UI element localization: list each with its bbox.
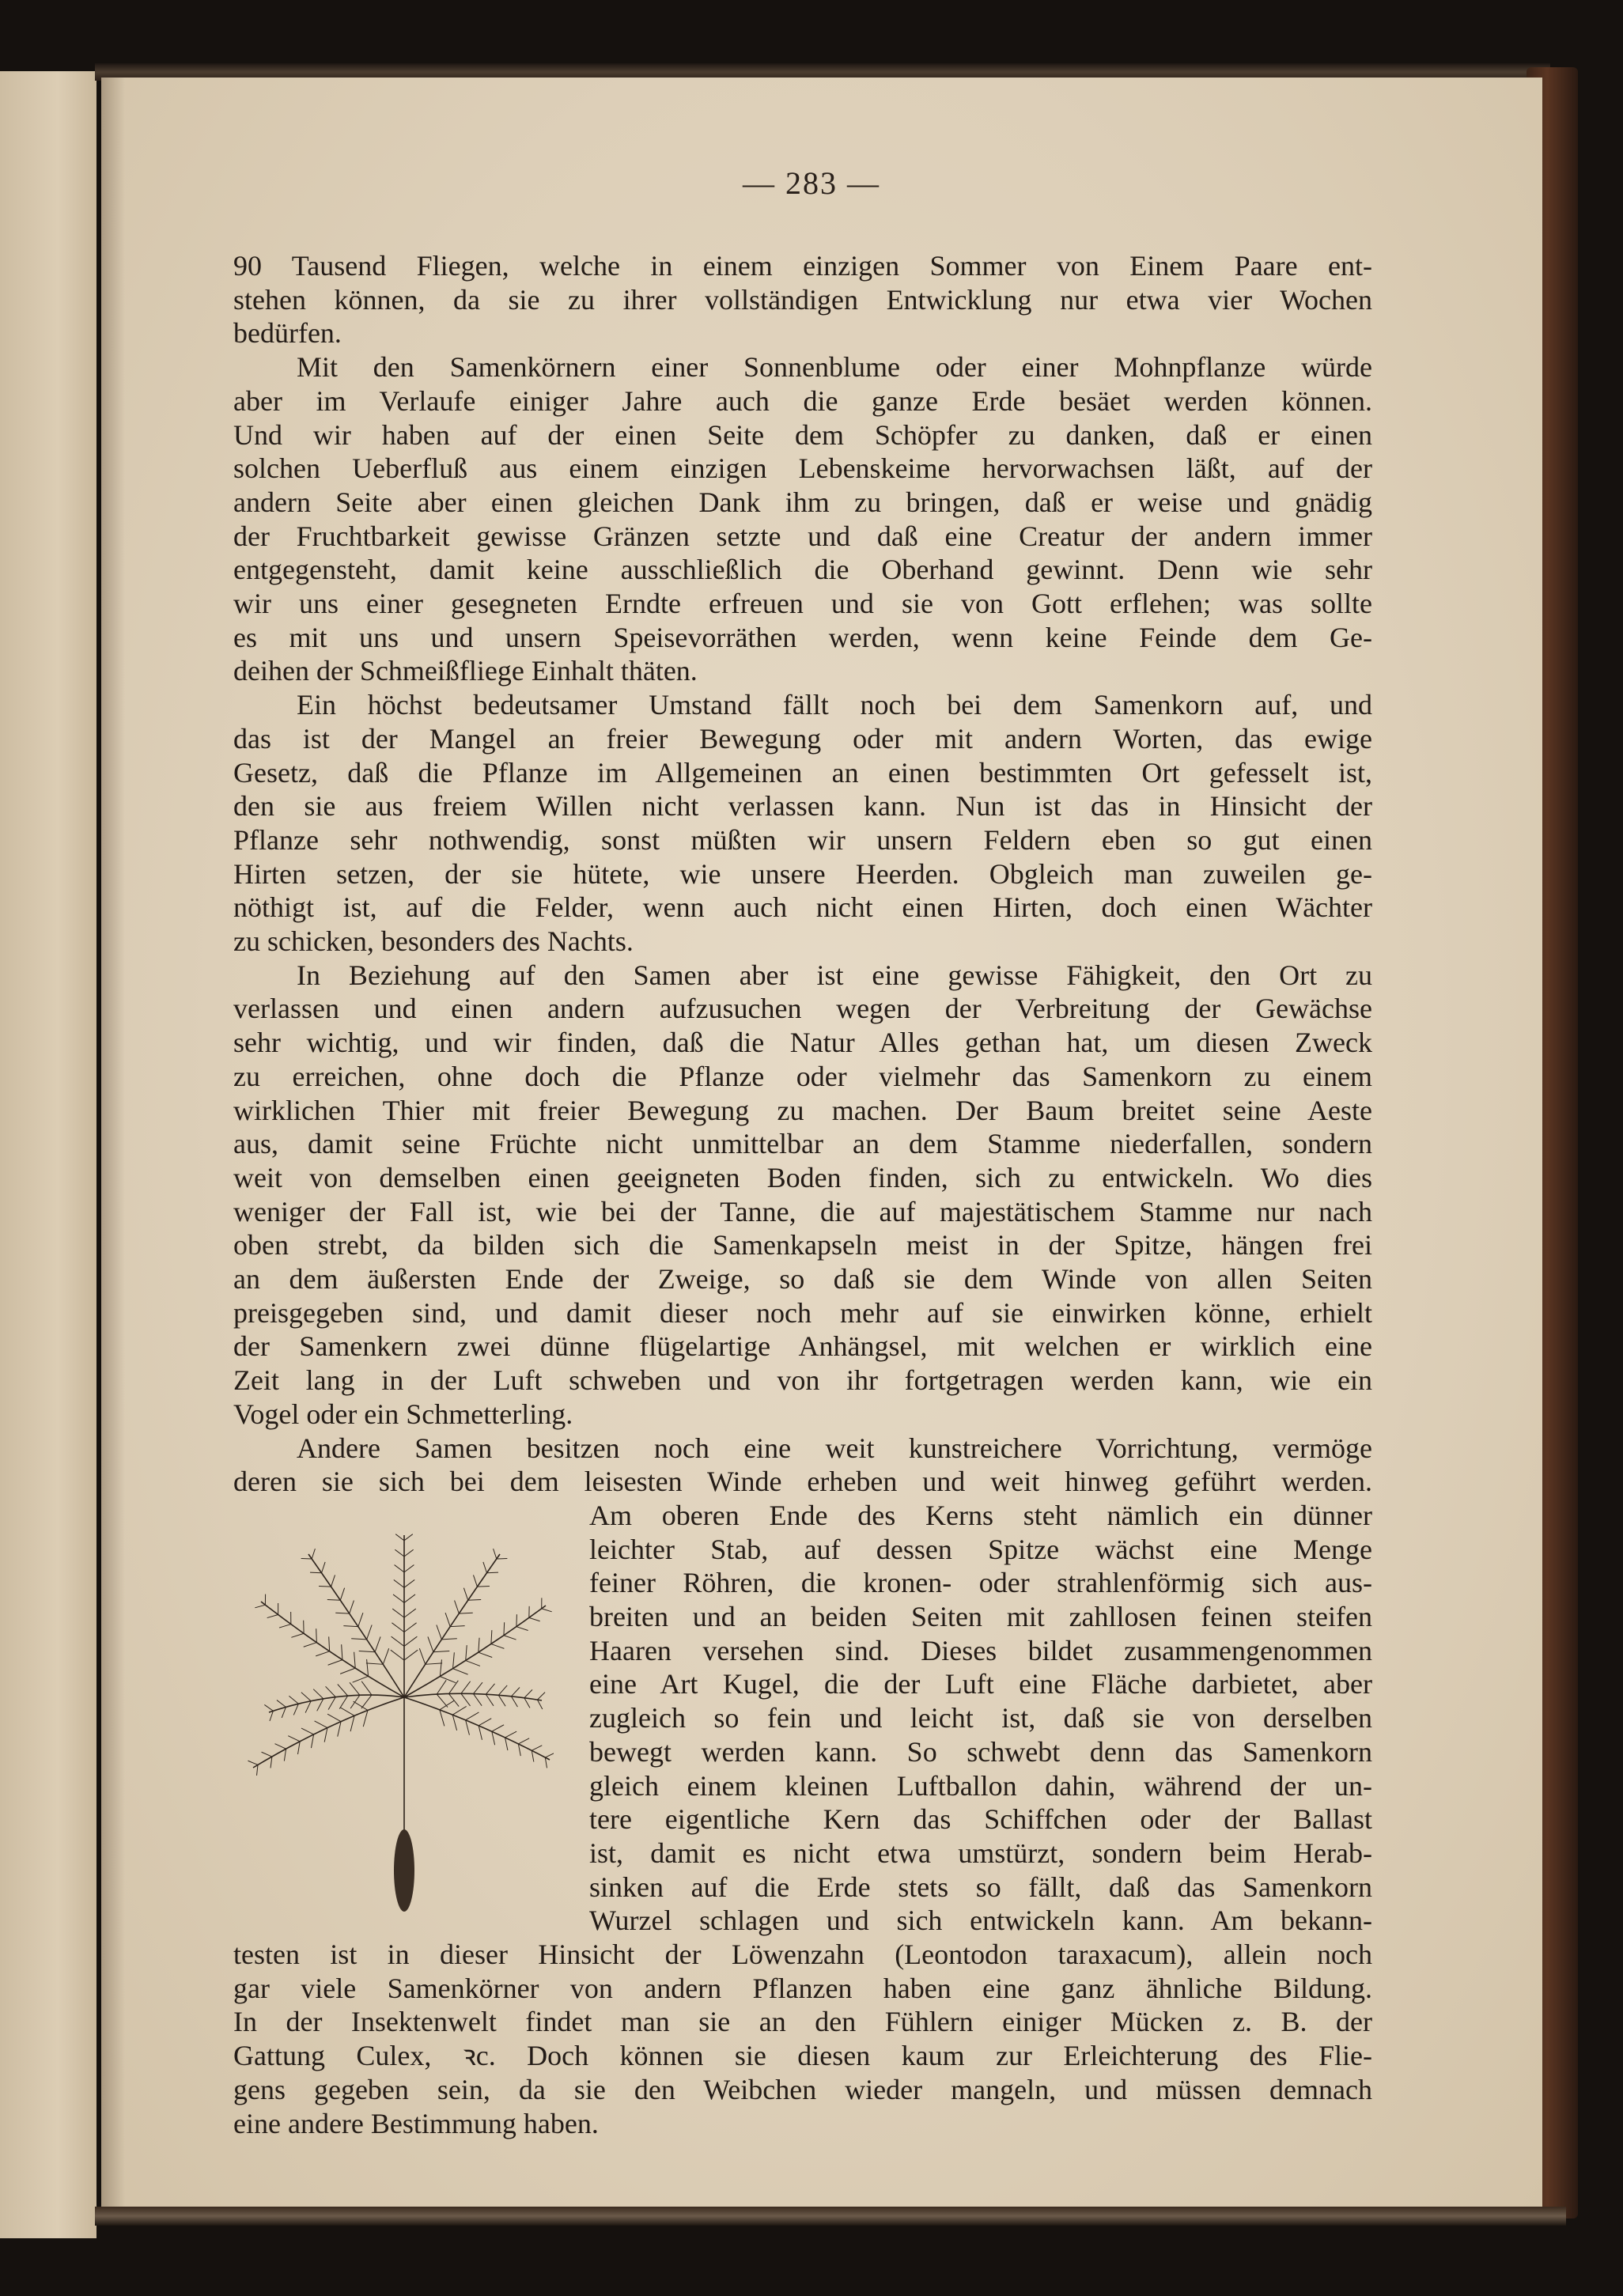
pappus-barb [339,1696,347,1708]
pappus-barb [293,1704,298,1715]
text-line: deihen der Schmeißfliege Einhalt thäten. [233,655,698,687]
pappus-barb [393,1594,404,1602]
text-line: tere eigentliche Kern das Schiffchen oder der Ballast [589,1803,1372,1836]
pappus-barb [363,1710,368,1727]
pappus-barb [329,1636,330,1651]
pappus-barb [505,1738,508,1750]
text-line: eine andere Bestimmung haben. [233,2107,599,2139]
pappus-barb [466,1645,467,1660]
pappus-barb [338,1685,348,1696]
pappus-barb [354,1652,356,1668]
pappus-ray [404,1697,550,1760]
text-line: der Fruchtbarkeit gewisse Gränzen setzte und daß eine Creatur der andern immer [233,520,1372,552]
text-line: den sie aus freiem Willen nicht verlassen kann. Nun ist das in Hinsicht der [233,790,1372,823]
pappus-barb [404,1579,414,1587]
pappus-barb [440,1700,454,1709]
pappus-barb [524,1698,530,1708]
pappus-barb [504,1636,516,1640]
pappus-ray [404,1693,542,1700]
pappus-barb [304,1643,317,1647]
pappus-barb [486,1684,494,1694]
pappus-barb [350,1695,360,1708]
pappus-barb [404,1623,417,1632]
pappus-barb [340,1588,344,1601]
pappus-barb [284,1749,286,1761]
pappus-barb [404,1549,414,1557]
pappus-ray [253,1697,404,1768]
pappus-barb [392,1636,404,1646]
text-line: Wurzel schlagen und sich entwickeln kann. Am bekann- [589,1905,1372,1937]
text-line: 90 Tausend Fliegen, welche in einem einzigen Sommer von Einem Paare ent- [233,250,1372,282]
pappus-barb [468,1600,481,1601]
pappus-barb [353,1676,369,1682]
pappus-barb [440,1677,456,1683]
pappus-barb [518,1738,529,1744]
pappus-barb [453,1669,468,1674]
pappus-barb [395,1549,404,1557]
pappus-barb [317,1699,323,1711]
pappus-barb [350,1601,354,1614]
pappus-barb [288,1736,300,1742]
pappus-barb [473,1682,482,1693]
pappus-barb [404,1650,418,1660]
pappus-barb [351,1639,366,1640]
pappus-barb [511,1687,520,1696]
text-line: zu schicken, besonders des Nachts. [233,925,634,957]
pappus-barb [327,1600,340,1601]
pappus-barb [537,1700,542,1709]
text-line: gens gegeben sein, da sie den Weibchen wieder mangeln, und müssen demnach [233,2073,1372,2105]
pappus-barb [441,1639,456,1640]
pappus-barb [492,1731,495,1745]
text-line: testen ist in dieser Hinsicht der Löwenzahn (Leontodon taraxacum), allein noch [233,1939,1372,1970]
pappus-barb [494,1549,497,1559]
pappus-barb [440,1710,445,1727]
pappus-barb [262,1752,272,1757]
pappus-barb [312,1549,315,1559]
page-bottom-edge [95,2207,1566,2226]
text-line: breiten und an beiden Seiten mit zahllosen feinen steifen [589,1601,1372,1632]
dandelion-seed-illustration [245,1530,554,1918]
pappus-barb [358,1613,363,1626]
pappus-barb [504,1622,505,1635]
text-line: deren sie sich bei dem leisesten Winde erheben und weit hinweg geführt werden. [233,1466,1372,1498]
pappus-barb [313,1689,323,1699]
text-line: Pflanze sehr nothwendig, sonst müßten wir unsern Feldern eben so gut einen [233,823,1372,856]
text-line: Vogel oder ein Schmetterling. [233,1398,573,1430]
pappus-barb [328,1697,335,1710]
pappus-barb [450,1626,464,1627]
pappus-barb [391,1650,404,1660]
pappus-barb [395,1534,404,1541]
page-gutter-shadow [101,78,125,2210]
text-line: bewegt werden kann. So schwebt denn das Samenkorn [589,1735,1372,1768]
pappus-barb [270,1757,272,1768]
pappus-barb [498,1695,505,1706]
pappus-barb [338,1722,341,1737]
text-line: leichter Stab, auf dessen Spitze wächst eine Menge [589,1533,1372,1565]
text-line: Mit den Samenkörnern einer Sonnenblume oder einer Mohnpflanze würde [297,351,1372,384]
pappus-barb [350,1682,360,1695]
pappus-barb [479,1719,491,1726]
pappus-barb [367,1625,373,1639]
pappus-barb [404,1609,416,1617]
pappus-barb [455,1601,460,1614]
text-line: eine Art Kugel, die der Luft eine Fläche darbietet, aber [589,1668,1372,1700]
pappus-barb [301,1693,311,1701]
text-line: Zeit lang in der Luft schweben und von ihr fortgetragen werden kann, wie ein [233,1364,1372,1397]
pappus-barb [545,1753,554,1757]
pappus-barb [466,1661,480,1666]
pappus-barb [491,1630,492,1644]
text-line: weit von demselben einen geeigneten Boden finden, sich zu entwickeln. Wo dies [233,1161,1372,1193]
pappus-barb [248,1761,258,1765]
seed-body [394,1829,414,1912]
text-line: Gattung Culex, ꝛc. Doch können sie diesen kaum zur Erleichterung des Flie- [233,2040,1372,2072]
facing-left-page [0,71,96,2238]
pappus-barb [461,1681,471,1694]
pappus-barb [461,1693,471,1706]
pappus-ray [404,1606,546,1697]
text-line: wir uns einer gesegneten Erndte erfreuen und sie von Gott erflehen; was sollte [233,588,1372,619]
pappus-barb [473,1575,477,1587]
text-line: In Beziehung auf den Samen aber ist eine gewisse Fähigkeit, den Ort zu [297,959,1372,991]
text-line: an dem äußersten Ende der Zweige, so daß sie dem Winde von allen Seiten [233,1263,1372,1295]
pappus-barb [473,1694,482,1706]
pappus-barb [322,1562,326,1573]
pappus-barb [395,1565,404,1572]
pappus-barb [532,1750,534,1761]
text-line: Und wir haben auf der einen Seite dem Schöpfer zu danken, daß er einen [233,418,1372,451]
pappus-barb [279,1625,291,1628]
pappus-barb [301,1728,314,1734]
pappus-barb [367,1659,369,1676]
text-line: preisgegeben sind, und damit dieser noch mehr auf sie einwirken könne, erhielt [233,1296,1372,1329]
pappus-barb [316,1651,329,1656]
pappus-barb [361,1695,372,1708]
pappus-barb [392,1609,404,1617]
pappus-barb [289,1696,298,1704]
pappus-barb [511,1696,517,1707]
text-line: aber im Verlaufe einiger Jahre auch die ganze Erde besäet werden können. [233,384,1372,417]
pappus-barb [255,1605,265,1608]
pappus-barb [392,1623,404,1632]
pappus-barb [383,1648,388,1664]
pappus-barb [452,1706,466,1715]
text-line: Andere Samen besitzen noch eine weit kunstreichere Vorrichtung, vermöge [297,1432,1372,1464]
text-line: Am oberen Ende des Kerns steht nämlich ein dünner [589,1499,1372,1531]
pappus-barb [327,1714,341,1721]
pappus-barb [529,1617,540,1621]
pappus-barb [448,1694,459,1707]
pappus-barb [445,1613,450,1626]
text-line: weniger der Fall ist, wie bei der Tanne, die auf majestätischem Stamme nur nach [233,1195,1372,1227]
text-line: gleich einem kleinen Luftballon dahin, während der un- [589,1769,1372,1802]
pappus-barb [492,1725,504,1731]
text-line: stehen können, da sie zu ihrer vollständigen Entwicklung nur etwa vier Wochen [233,283,1372,316]
text-line: ist, damit es nicht etwa umstürzt, sondern beim Herab- [589,1836,1372,1869]
pappus-barb [437,1680,446,1694]
pappus-barb [311,1734,313,1748]
pappus-barb [324,1728,327,1742]
text-line: entgegensteht, damit keine ausschließlich die Oberhand gewinnt. Denn wie sehr [233,554,1372,586]
pappus-barb [394,1579,404,1587]
text-line: zu erreichen, ohne doch die Pflanze oder vielmehr das Samenkorn zu einem [233,1060,1372,1092]
text-line: solchen Ueberfluß aus einem einzigen Lebenskeime hervorwachsen läßt, auf der [233,452,1372,485]
pappus-barb [428,1636,433,1651]
text-line: aus, damit seine Früchte nicht unmittelbar an dem Stamme niederfallen, sondern [233,1128,1372,1160]
pappus-barb [419,1648,425,1664]
pappus-barb [545,1757,547,1768]
pappus-barb [404,1636,417,1646]
pappus-barb [479,1652,492,1657]
page-number: — 283 — [743,165,880,201]
pappus-barb [542,1609,552,1612]
pappus-barb [452,1715,456,1731]
pappus-barb [326,1686,336,1696]
pappus-barb [516,1627,528,1631]
text-line: zugleich so fein und leicht ist, daß sie von derselben [589,1702,1372,1734]
pappus-barb [498,1685,507,1695]
pappus-barb [463,1588,467,1601]
pappus-barb [267,1615,278,1618]
pappus-barb [277,1700,286,1708]
pappus-barb [310,1572,322,1573]
pappus-barb [375,1636,380,1651]
text-line: Haaren versehen sind. Dieses bildet zusammengenommen [589,1634,1372,1666]
text-line: Hirten setzen, der sie hütete, wie unsere Heerden. Obgleich man zuweilen ge- [233,857,1372,890]
text-line: der Samenkern zwei dünne flügelartige Anhängsel, mit welchen er wirklich eine [233,1330,1372,1363]
pappus-barb [366,1663,383,1664]
text-line: wirklichen Thier mit freier Bewegung zu machen. Der Baum breitet seine Aeste [233,1094,1372,1126]
pappus-barb [516,1614,517,1627]
text-line: das ist der Mangel an freier Bewegung oder mit andern Worten, das ewige [233,722,1372,755]
pappus-barb [486,1694,494,1706]
pappus-ray [261,1602,404,1697]
text-line: es mit uns und unsern Speisevorräthen werden, wenn keine Feinde dem Ge- [233,621,1372,653]
pappus-barb [426,1663,442,1664]
pappus-barb [315,1721,327,1728]
pappus-barb [340,1708,354,1715]
text-line: Gesetz, daß die Pflanze im Allgemeinen an einen bestimmten Ort gefesselt ist, [233,756,1372,789]
pappus-barb [448,1681,458,1694]
text-line: gar viele Samenkörner von andern Pflanzen haben eine ganz ähnliche Bildung. [233,1972,1372,2004]
pappus-barb [350,1715,354,1731]
pappus-barb [537,1693,545,1700]
pappus-barb [466,1720,470,1735]
pappus-barb [404,1594,415,1602]
pappus-barb [479,1726,482,1740]
pappus-barb [404,1565,414,1572]
pappus-barb [291,1633,304,1637]
text-line: nöthigt ist, auf die Felder, wenn auch nicht einen Hirten, doch einen Wächter [233,891,1372,924]
text-line: sinken auf die Erde stets so fällt, daß das Samenkorn [589,1870,1372,1903]
pappus-barb [274,1744,286,1749]
pappus-barb [483,1562,487,1573]
pappus-barb [437,1625,442,1639]
pappus-barb [466,1712,479,1720]
pappus-barb [257,1765,258,1775]
pappus-barb [518,1744,520,1756]
text-line: sehr wichtig, und wir finden, daß die Natur Alles gethan hat, um diesen Zweck [233,1027,1372,1059]
pappus-barb [453,1652,455,1668]
pappus-ray [308,1554,404,1697]
pappus-barb [361,1681,372,1695]
pappus-barb [524,1689,532,1697]
text-line: feiner Röhren, die kronen- oder strahlenförmig sich aus- [589,1567,1372,1599]
text-line: andern Seite aber einen gleichen Dank ihm zu bringen, daß er weise und gnädig [233,486,1372,518]
pappus-barb [486,1572,498,1573]
pappus-barb [491,1644,504,1649]
text-line: verlassen und einen andern aufzusuchen wegen der Verbreitung der Gewächse [233,993,1372,1025]
text-line: oben strebt, da bilden sich die Samenkapseln meist in der Spitze, hängen frei [233,1229,1372,1261]
pappus-barb [440,1659,441,1676]
text-line: bedürfen. [233,317,342,350]
pappus-barb [505,1731,517,1738]
pappus-barb [264,1704,273,1711]
text-line: In der Insektenwelt findet man sie an den Fühlern einiger Mücken z. B. der [233,2006,1372,2038]
pappus-barb [331,1575,335,1587]
text-line: Ein höchst bedeutsamer Umstand fällt noch bei dem Samenkorn auf, und [297,689,1372,721]
pappus-barb [305,1701,311,1713]
pappus-barb [328,1660,342,1666]
pappus-barb [404,1534,413,1541]
pappus-barb [316,1628,317,1642]
pappus-barb [343,1626,358,1627]
pappus-barb [340,1668,355,1674]
pappus-ray [404,1554,500,1697]
pappus-barb [532,1746,542,1750]
pappus-barb [298,1742,301,1754]
